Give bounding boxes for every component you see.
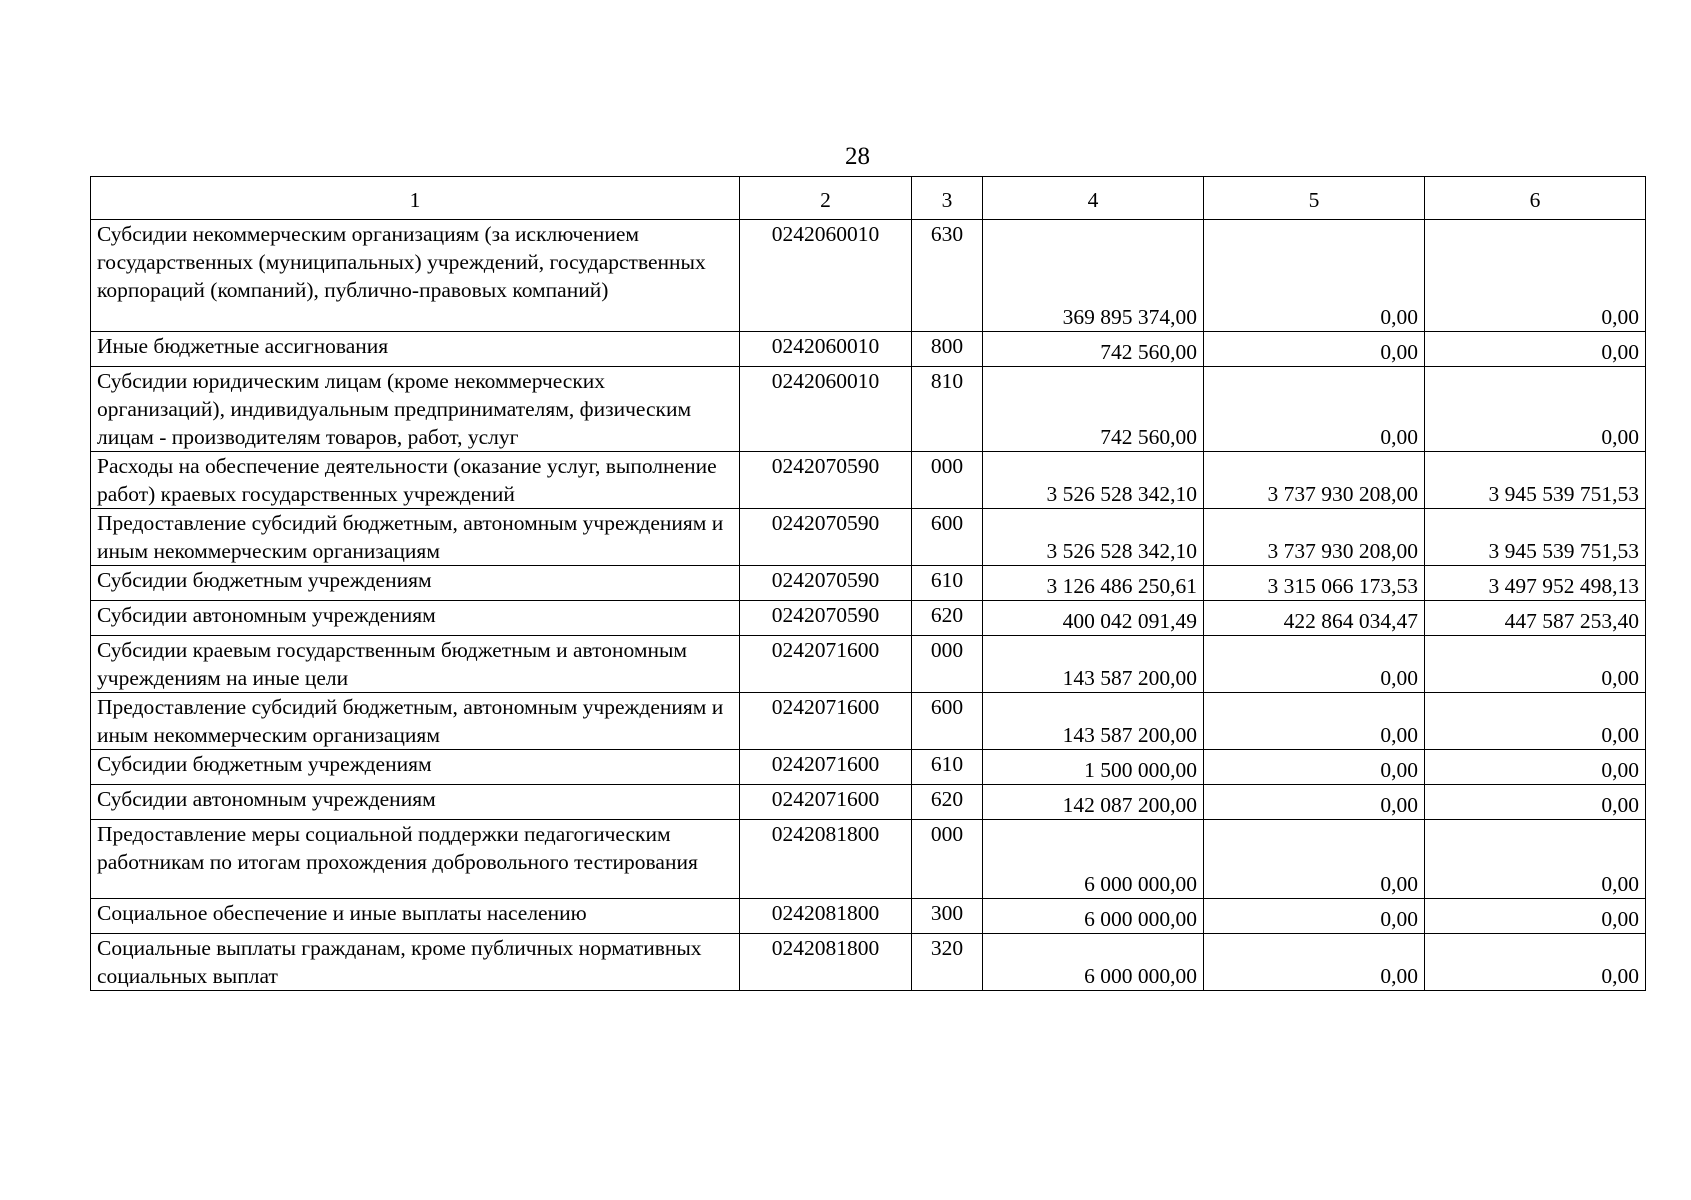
row-value-col5: 0,00 <box>1204 693 1425 750</box>
row-value-col4: 6 000 000,00 <box>983 820 1204 899</box>
table-row <box>91 367 1646 452</box>
row-expense-type: 320 <box>912 934 983 991</box>
row-name: Социальное обеспечение и иные выплаты населению <box>91 899 740 934</box>
column-header: 3 <box>912 177 983 220</box>
column-header: 2 <box>740 177 912 220</box>
table-row <box>91 332 1646 367</box>
row-code: 0242071600 <box>740 693 912 750</box>
column-header: 4 <box>983 177 1204 220</box>
row-value-col4: 3 526 528 342,10 <box>983 509 1204 566</box>
row-value-col5: 0,00 <box>1204 934 1425 991</box>
table-row <box>91 785 1646 820</box>
row-value-col6: 3 497 952 498,13 <box>1425 566 1646 601</box>
row-code: 0242070590 <box>740 566 912 601</box>
table-row <box>91 509 1646 566</box>
row-expense-type: 800 <box>912 332 983 367</box>
budget-table <box>90 176 1646 991</box>
row-name: Предоставление субсидий бюджетным, автономным учреждениям и иным некоммерческим организациям <box>91 509 740 566</box>
row-code: 0242071600 <box>740 750 912 785</box>
row-value-col6: 0,00 <box>1425 820 1646 899</box>
row-value-col5: 0,00 <box>1204 220 1425 332</box>
row-value-col5: 0,00 <box>1204 636 1425 693</box>
row-value-col5: 0,00 <box>1204 332 1425 367</box>
row-value-col4: 400 042 091,49 <box>983 601 1204 636</box>
table-row <box>91 693 1646 750</box>
row-value-col4: 143 587 200,00 <box>983 693 1204 750</box>
row-name: Предоставление субсидий бюджетным, автономным учреждениям и иным некоммерческим организациям <box>91 693 740 750</box>
row-value-col4: 742 560,00 <box>983 367 1204 452</box>
row-value-col5: 0,00 <box>1204 750 1425 785</box>
row-name: Предоставление меры социальной поддержки педагогическим работникам по итогам прохождения добровольного тестирования <box>91 820 740 899</box>
row-expense-type: 810 <box>912 367 983 452</box>
row-value-col6: 3 945 539 751,53 <box>1425 452 1646 509</box>
row-value-col4: 742 560,00 <box>983 332 1204 367</box>
row-expense-type: 000 <box>912 636 983 693</box>
row-expense-type: 630 <box>912 220 983 332</box>
row-code: 0242060010 <box>740 367 912 452</box>
row-expense-type: 000 <box>912 820 983 899</box>
row-value-col4: 369 895 374,00 <box>983 220 1204 332</box>
row-expense-type: 610 <box>912 750 983 785</box>
column-header: 5 <box>1204 177 1425 220</box>
row-value-col6: 0,00 <box>1425 934 1646 991</box>
row-value-col6: 3 945 539 751,53 <box>1425 509 1646 566</box>
row-code: 0242071600 <box>740 785 912 820</box>
row-value-col5: 0,00 <box>1204 367 1425 452</box>
table-row <box>91 601 1646 636</box>
table-row <box>91 750 1646 785</box>
row-value-col5: 422 864 034,47 <box>1204 601 1425 636</box>
row-value-col5: 0,00 <box>1204 899 1425 934</box>
row-name: Расходы на обеспечение деятельности (оказание услуг, выполнение работ) краевых государственных учреждений <box>91 452 740 509</box>
row-value-col4: 6 000 000,00 <box>983 934 1204 991</box>
row-code: 0242060010 <box>740 332 912 367</box>
row-code: 0242060010 <box>740 220 912 332</box>
row-value-col6: 0,00 <box>1425 693 1646 750</box>
row-name: Субсидии бюджетным учреждениям <box>91 566 740 601</box>
row-name: Субсидии краевым государственным бюджетным и автономным учреждениям на иные цели <box>91 636 740 693</box>
row-name: Субсидии автономным учреждениям <box>91 785 740 820</box>
row-value-col4: 143 587 200,00 <box>983 636 1204 693</box>
row-name: Субсидии некоммерческим организациям (за исключением государственных (муниципальных) учреждений, государственных корпораций (компаний), публично-правовых компаний) <box>91 220 740 332</box>
row-value-col6: 0,00 <box>1425 785 1646 820</box>
header-row <box>91 177 1646 220</box>
table-body <box>91 177 1646 991</box>
page-number: 28 <box>845 143 870 170</box>
column-header: 6 <box>1425 177 1646 220</box>
row-name: Иные бюджетные ассигнования <box>91 332 740 367</box>
row-expense-type: 600 <box>912 509 983 566</box>
row-expense-type: 300 <box>912 899 983 934</box>
row-code: 0242081800 <box>740 934 912 991</box>
row-value-col6: 0,00 <box>1425 332 1646 367</box>
row-value-col5: 3 737 930 208,00 <box>1204 452 1425 509</box>
row-value-col5: 0,00 <box>1204 820 1425 899</box>
row-expense-type: 620 <box>912 601 983 636</box>
row-name: Субсидии бюджетным учреждениям <box>91 750 740 785</box>
table-row <box>91 899 1646 934</box>
row-expense-type: 000 <box>912 452 983 509</box>
row-code: 0242081800 <box>740 899 912 934</box>
table-row <box>91 452 1646 509</box>
table-row <box>91 934 1646 991</box>
row-code: 0242070590 <box>740 509 912 566</box>
row-value-col4: 3 126 486 250,61 <box>983 566 1204 601</box>
row-value-col6: 0,00 <box>1425 899 1646 934</box>
row-value-col6: 0,00 <box>1425 220 1646 332</box>
row-code: 0242070590 <box>740 452 912 509</box>
row-name: Субсидии юридическим лицам (кроме некоммерческих организаций), индивидуальным предпринимателям, физическим лицам - производителям товаров, работ, услуг <box>91 367 740 452</box>
table-row <box>91 820 1646 899</box>
row-value-col4: 6 000 000,00 <box>983 899 1204 934</box>
row-value-col6: 447 587 253,40 <box>1425 601 1646 636</box>
row-expense-type: 620 <box>912 785 983 820</box>
row-name: Социальные выплаты гражданам, кроме публичных нормативных социальных выплат <box>91 934 740 991</box>
row-code: 0242070590 <box>740 601 912 636</box>
row-expense-type: 610 <box>912 566 983 601</box>
table-row <box>91 220 1646 332</box>
row-value-col6: 0,00 <box>1425 636 1646 693</box>
row-code: 0242081800 <box>740 820 912 899</box>
row-code: 0242071600 <box>740 636 912 693</box>
table-row <box>91 566 1646 601</box>
table-row <box>91 636 1646 693</box>
row-name: Субсидии автономным учреждениям <box>91 601 740 636</box>
row-value-col4: 3 526 528 342,10 <box>983 452 1204 509</box>
row-value-col6: 0,00 <box>1425 750 1646 785</box>
row-value-col5: 3 315 066 173,53 <box>1204 566 1425 601</box>
row-value-col6: 0,00 <box>1425 367 1646 452</box>
row-value-col5: 3 737 930 208,00 <box>1204 509 1425 566</box>
row-value-col4: 142 087 200,00 <box>983 785 1204 820</box>
row-value-col5: 0,00 <box>1204 785 1425 820</box>
row-expense-type: 600 <box>912 693 983 750</box>
column-header: 1 <box>91 177 740 220</box>
row-value-col4: 1 500 000,00 <box>983 750 1204 785</box>
